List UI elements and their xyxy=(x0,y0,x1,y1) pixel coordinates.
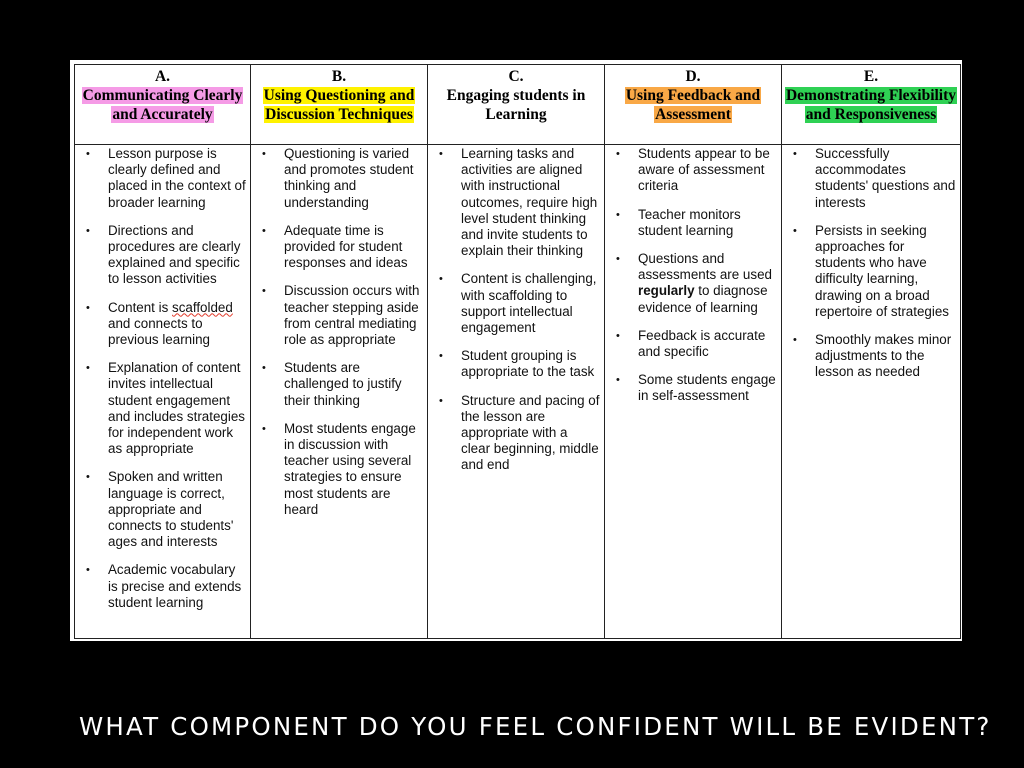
bullet-icon: • xyxy=(86,224,90,237)
item-text: Questions and assessments are used xyxy=(638,251,772,283)
item-text: Students are challenged to justify their thinking xyxy=(284,360,402,408)
item-text: Directions and procedures are clearly explained and specific to lesson activities xyxy=(108,222,241,287)
list-item xyxy=(605,207,779,239)
list-item xyxy=(75,223,248,288)
item-text: Students appear to be aware of assessment criteria xyxy=(638,146,770,194)
criteria-list xyxy=(782,146,958,381)
list-item xyxy=(75,146,248,211)
item-text: Teacher monitors student learning xyxy=(638,206,741,238)
criteria-list xyxy=(251,146,425,518)
list-item xyxy=(75,300,248,349)
list-item xyxy=(428,393,602,474)
bullet-icon: • xyxy=(86,564,90,577)
bullet-icon: • xyxy=(86,362,90,375)
bullet-icon: • xyxy=(439,394,443,407)
item-text: Content is challenging, with scaffolding to support intellectual engagement xyxy=(461,271,597,336)
header-row xyxy=(75,65,961,145)
column-body-c xyxy=(428,145,605,639)
bullet-icon: • xyxy=(793,148,797,160)
list-item xyxy=(75,469,248,550)
bullet-icon: • xyxy=(793,224,797,237)
item-text: to diagnose evidence of learning xyxy=(638,283,768,315)
column-header-b xyxy=(251,65,428,145)
column-title: Engaging students in Learning xyxy=(446,87,586,123)
item-text: Student grouping is appropriate to the task xyxy=(461,348,595,380)
list-item xyxy=(605,146,779,195)
list-item xyxy=(428,348,602,380)
bullet-icon: • xyxy=(86,148,90,160)
item-text: and connects to previous learning xyxy=(108,315,210,348)
list-item xyxy=(251,283,425,348)
item-text: Learning tasks and activities are aligned with instructional outcomes, require high level student thinking and invite students to explain their thinking xyxy=(461,146,598,259)
list-item xyxy=(251,223,425,272)
item-text: Some students engage in self-assessment xyxy=(638,372,776,404)
slide-caption: WHAT COMPONENT DO YOU FEEL CONFIDENT WILL BE EVIDENT? xyxy=(79,712,992,741)
column-body-b xyxy=(251,145,428,639)
bullet-icon: • xyxy=(86,301,90,314)
criteria-list xyxy=(428,146,602,474)
item-text: Questioning is varied and promotes student thinking and understanding xyxy=(284,146,414,210)
bullet-icon: • xyxy=(439,148,443,160)
list-item xyxy=(782,223,958,320)
list-item xyxy=(75,562,248,611)
list-item xyxy=(605,251,779,316)
column-body-a xyxy=(75,145,251,639)
item-text: Adequate time is provided for student responses and ideas xyxy=(284,222,408,271)
list-item xyxy=(782,146,958,211)
bullet-icon: • xyxy=(262,148,266,160)
list-item xyxy=(75,360,248,457)
item-text: Discussion occurs with teacher stepping aside from central mediating role as appropriate xyxy=(284,283,420,348)
column-letter: A. xyxy=(154,68,171,85)
column-letter: B. xyxy=(331,68,347,85)
bullet-icon: • xyxy=(86,471,90,484)
list-item xyxy=(251,146,425,211)
item-text: Spoken and written language is correct, appropriate and connects to students' ages and interests xyxy=(108,469,234,550)
column-title: Demonstrating Flexibility and Responsiveness xyxy=(785,87,957,123)
column-letter: C. xyxy=(508,68,524,85)
column-letter: D. xyxy=(685,68,701,85)
bullet-icon: • xyxy=(616,208,620,221)
list-item xyxy=(428,146,602,259)
criteria-row xyxy=(75,145,961,639)
column-header-a xyxy=(75,65,251,145)
list-item xyxy=(605,328,779,360)
item-text: Academic vocabulary is precise and extends student learning xyxy=(108,562,242,610)
bullet-icon: • xyxy=(616,329,620,342)
rubric-table xyxy=(74,64,961,639)
item-text: Lesson purpose is clearly defined and placed in the context of broader learning xyxy=(108,146,246,210)
list-item xyxy=(251,360,425,409)
criteria-list xyxy=(605,146,779,405)
bullet-icon: • xyxy=(262,285,266,298)
column-body-d xyxy=(605,145,782,639)
column-title: Using Feedback and Assessment xyxy=(625,87,761,123)
column-title: Using Questioning and Discussion Techniques xyxy=(263,87,415,123)
bullet-icon: • xyxy=(616,253,620,266)
bullet-icon: • xyxy=(262,362,266,375)
item-text: Explanation of content invites intellectual student engagement and includes strategies for independent work as appropriate xyxy=(108,360,245,457)
item-text: Content is xyxy=(108,299,173,315)
bullet-icon: • xyxy=(616,374,620,387)
rubric-image xyxy=(70,60,962,641)
bullet-icon: • xyxy=(439,350,443,363)
column-header-d xyxy=(605,65,782,145)
criteria-list xyxy=(75,146,248,611)
emphasized-word: regularly xyxy=(638,283,695,299)
item-text: Smoothly makes minor adjustments to the lesson as needed xyxy=(815,332,952,380)
item-text: Most students engage in discussion with teacher using several strategies to ensure most students are heard xyxy=(284,420,416,517)
list-item xyxy=(782,332,958,381)
list-item xyxy=(251,421,425,518)
column-body-e xyxy=(782,145,961,639)
bullet-icon: • xyxy=(262,224,266,237)
bullet-icon: • xyxy=(262,422,266,435)
bullet-icon: • xyxy=(616,148,620,160)
bullet-icon: • xyxy=(793,334,797,347)
column-header-e xyxy=(782,65,961,145)
item-text: Persists in seeking approaches for students who have difficulty learning, drawing on a broad repertoire of strategies xyxy=(815,222,949,319)
item-text: Feedback is accurate and specific xyxy=(638,327,766,360)
list-item xyxy=(428,271,602,336)
spellcheck-word: scaffolded xyxy=(172,299,233,315)
item-text: Structure and pacing of the lesson are appropriate with a clear beginning, middle and end xyxy=(461,392,600,473)
item-text: Successfully accommodates students' questions and interests xyxy=(815,146,956,210)
column-letter: E. xyxy=(863,68,879,85)
column-title: Communicating Clearly and Accurately xyxy=(82,87,243,123)
list-item xyxy=(605,372,779,404)
column-header-c xyxy=(428,65,605,145)
bullet-icon: • xyxy=(439,273,443,286)
